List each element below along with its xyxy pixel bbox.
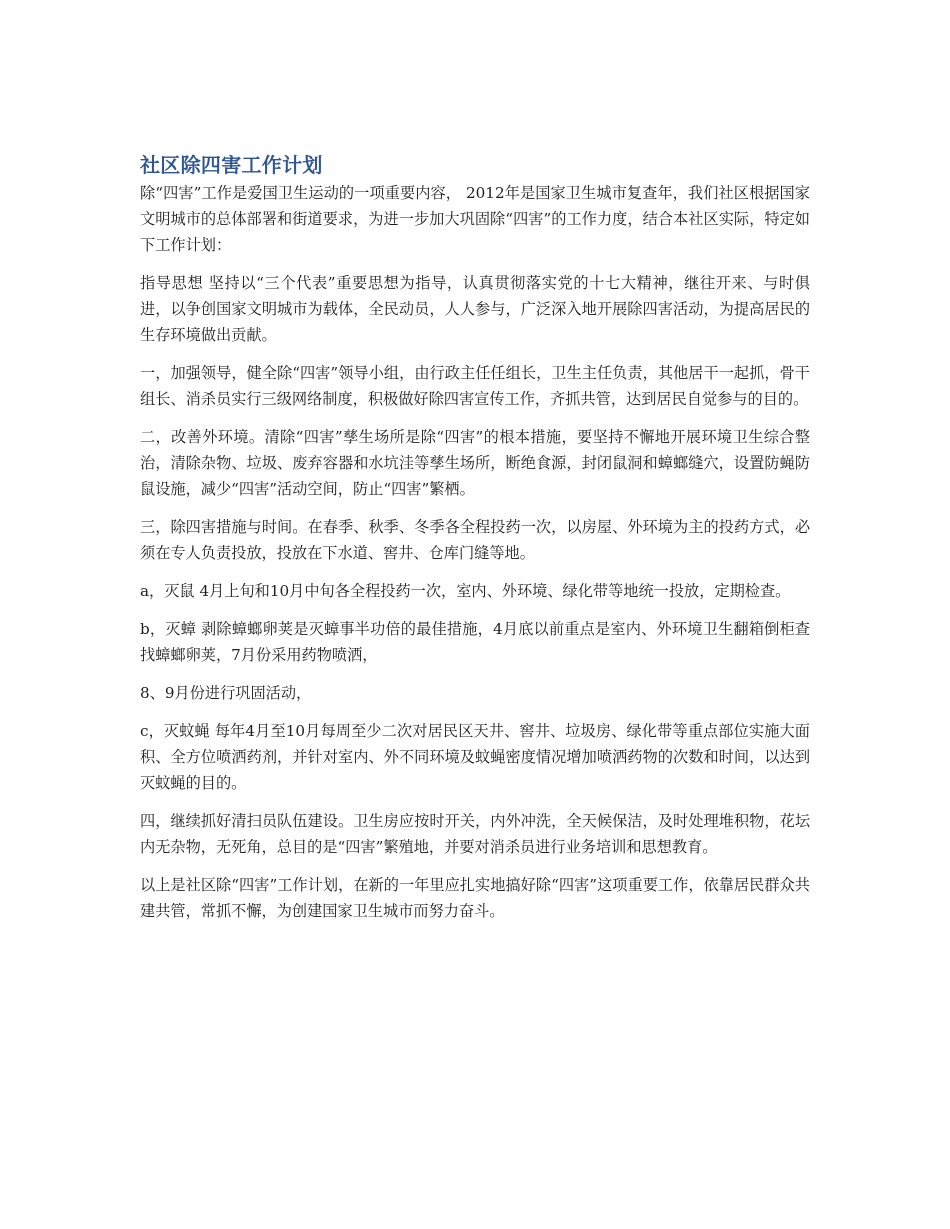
paragraph-intro: 除“四害”工作是爱国卫生运动的一项重要内容， 2012年是国家卫生城市复查年，我们社区根据国家文明城市的总体部署和街道要求，为进一步加大巩固除“四害”的工作力度，结合本社区实际，特定如下工作计划： [140,184,810,254]
paragraph-section-two: 二，改善外环境。清除“四害”孳生场所是除“四害”的根本措施，要坚持不懈地开展环境卫生综合整治，清除杂物、垃圾、废弃容器和水坑洼等孳生场所，断绝食源，封闭鼠洞和蟑螂缝穴，设置防蝇防鼠设施，减少“四害”活动空间，防止“四害”繁栖。 [140,428,810,498]
paragraph-section-four: 四，继续抓好清扫员队伍建设。卫生房应按时开关，内外冲洗，全天候保洁，及时处理堆积物，花坛内无杂物，无死角，总目的是“四害”繁殖地，并要对消杀员进行业务培训和思想教育。 [140,812,810,856]
paragraph-guiding-principle: 指导思想 坚持以“三个代表”重要思想为指导，认真贯彻落实党的十七大精神，继往开来、与时俱进，以争创国家文明城市为载体，全民动员，人人参与，广泛深入地开展除四害活动，为提高居民的生存环境做出贡献。 [140,274,810,344]
paragraph-conclusion: 以上是社区除“四害”工作计划，在新的一年里应扎实地搞好除“四害”这项重要工作，依靠居民群众共建共管，常抓不懈，为创建国家卫生城市而努力奋斗。 [140,876,810,920]
paragraph-item-a-rodents: a，灭鼠 4月上旬和10月中旬各全程投药一次，室内、外环境、绿化带等地统一投放，定期检查。 [140,582,791,600]
paragraph-section-three: 三，除四害措施与时间。在春季、秋季、冬季各全程投药一次，以房屋、外环境为主的投药方式，必须在专人负责投放，投放在下水道、窖井、仓库门缝等地。 [140,518,810,562]
paragraph-item-b-cockroaches: b，灭蟑 剥除蟑螂卵荚是灭蟑事半功倍的最佳措施，4月底以前重点是室内、外环境卫生翻箱倒柜查找蟑螂卵荚，7月份采用药物喷洒， [140,620,810,664]
paragraph-item-b-continued: 8、9月份进行巩固活动， [140,684,312,702]
paragraph-item-c-mosquitoes-flies: c，灭蚊蝇 每年4月至10月每周至少二次对居民区天井、窖井、垃圾房、绿化带等重点部位实施大面积、全方位喷洒药剂，并针对室内、外不同环境及蚊蝇密度情况增加喷洒药物的次数和时间，以达到灭蚊蝇的目的。 [140,722,810,792]
document-title: 社区除四害工作计划 [140,153,323,177]
document-page [140,150,810,936]
paragraph-section-one: 一，加强领导，健全除“四害”领导小组，由行政主任任组长，卫生主任负责，其他居干一起抓，骨干组长、消杀员实行三级网络制度，积极做好除四害宣传工作，齐抓共管，达到居民自觉参与的目的。 [140,364,810,408]
